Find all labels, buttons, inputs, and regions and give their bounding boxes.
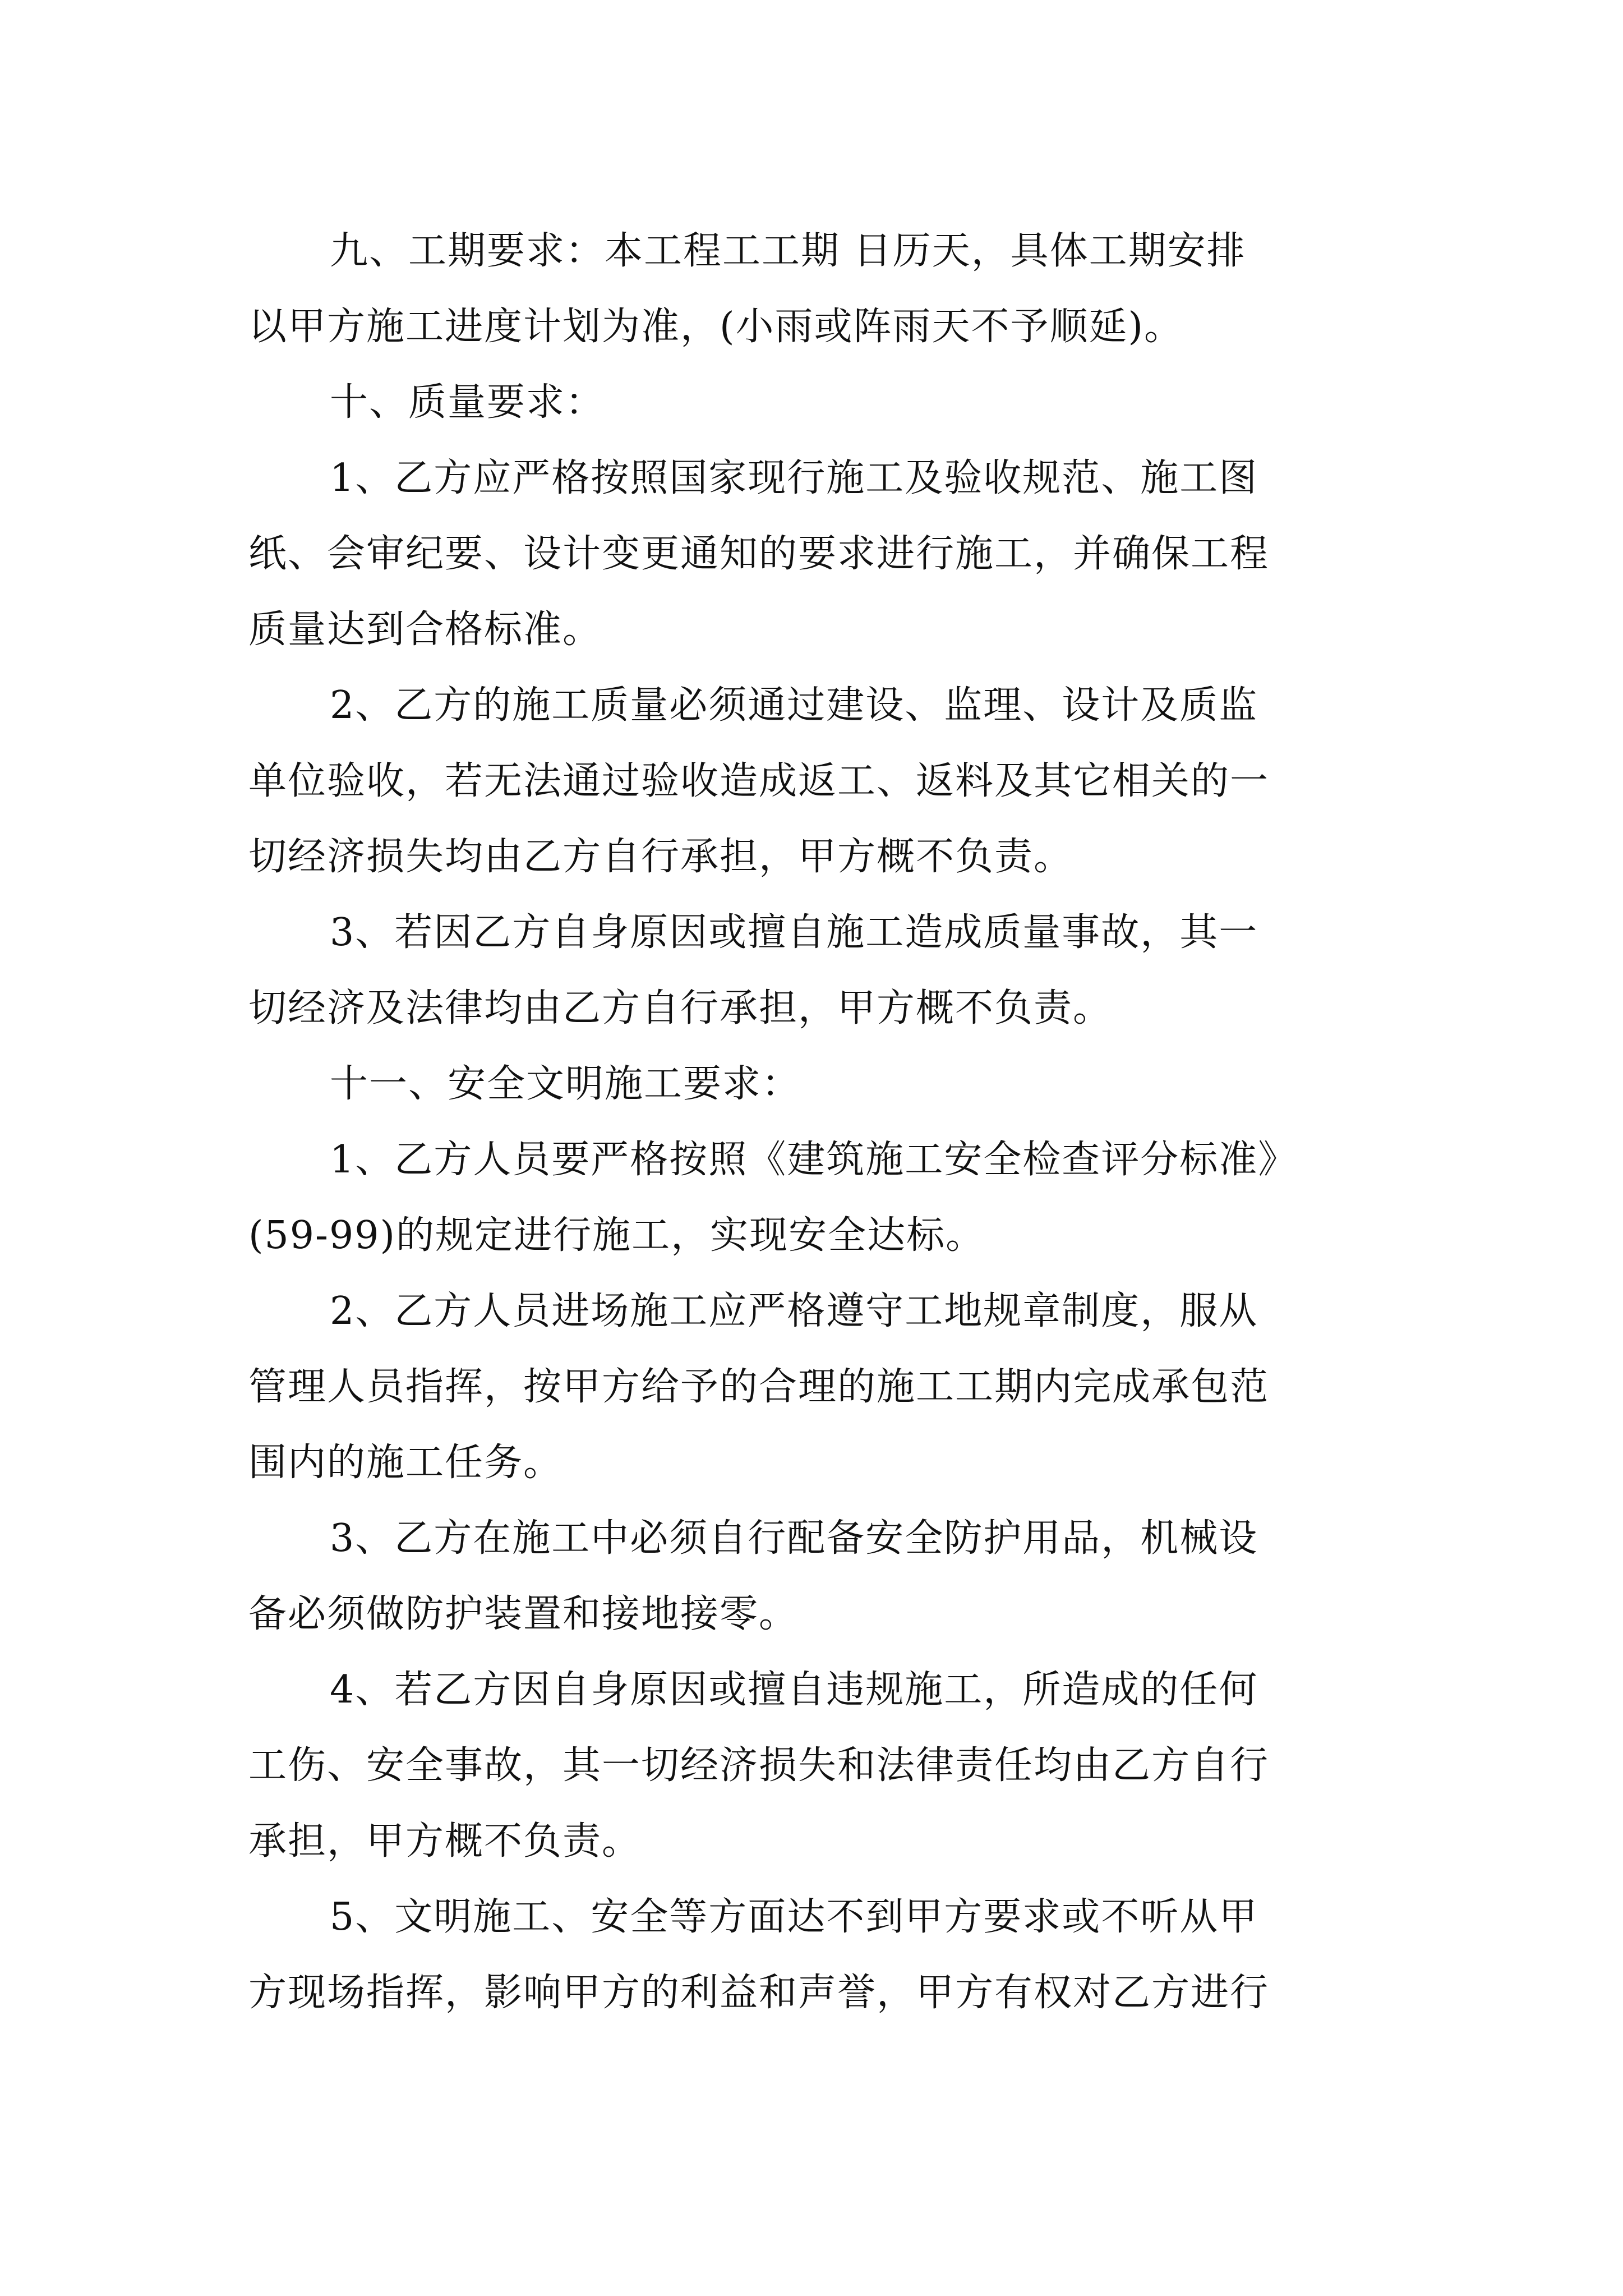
section-heading-safety: 十一、安全文明施工要求： [330, 1062, 801, 1106]
text-line-10: 3、若因乙方自身原因或擅自施工造成质量事故，其一 [330, 910, 1258, 955]
text-line-15: 2、乙方人员进场施工应严格遵守工地规章制度，服从 [330, 1289, 1258, 1333]
text-line-9: 切经济损失均由乙方自行承担，甲方概不负责。 [248, 835, 1073, 879]
text-line-5: 纸、会审纪要、设计变更通知的要求进行施工，并确保工程 [248, 532, 1270, 576]
text-line-23: 5、文明施工、安全等方面达不到甲方要求或不听从甲 [330, 1895, 1258, 1939]
text-line-13: 1、乙方人员要严格按照《建筑施工安全检查评分标准》 [330, 1138, 1298, 1182]
text-line-22: 承担，甲方概不负责。 [248, 1819, 642, 1864]
section-heading-quality: 十、质量要求： [330, 380, 605, 425]
text-line-2: 以甲方施工进度计划为准，(小雨或阵雨天不予顺延)。 [248, 305, 1184, 349]
text-line-21: 工伤、安全事故，其一切经济损失和法律责任均由乙方自行 [248, 1743, 1270, 1788]
text-line-20: 4、若乙方因自身原因或擅自违规施工，所造成的任何 [330, 1668, 1258, 1712]
text-line-18: 3、乙方在施工中必须自行配备安全防护用品，机械设 [330, 1516, 1258, 1561]
text-line-24: 方现场指挥，影响甲方的利益和声誉，甲方有权对乙方进行 [248, 1971, 1270, 2015]
text-line-14: (59-99)的规定进行施工，实现安全达标。 [248, 1213, 985, 1258]
text-line-17: 围内的施工任务。 [248, 1441, 563, 1485]
text-line-6: 质量达到合格标准。 [248, 608, 602, 652]
text-line-4: 1、乙方应严格按照国家现行施工及验收规范、施工图 [330, 456, 1258, 500]
text-line-16: 管理人员指挥，按甲方给予的合理的施工工期内完成承包范 [248, 1365, 1270, 1409]
text-line-7: 2、乙方的施工质量必须通过建设、监理、设计及质监 [330, 683, 1258, 728]
text-line-1: 九、工期要求：本工程工工期 日历天，具体工期安排 [330, 229, 1246, 273]
text-line-8: 单位验收，若无法通过验收造成返工、返料及其它相关的一 [248, 759, 1270, 803]
text-line-19: 备必须做防护装置和接地接零。 [248, 1592, 799, 1636]
text-line-11: 切经济及法律均由乙方自行承担，甲方概不负责。 [248, 986, 1113, 1030]
